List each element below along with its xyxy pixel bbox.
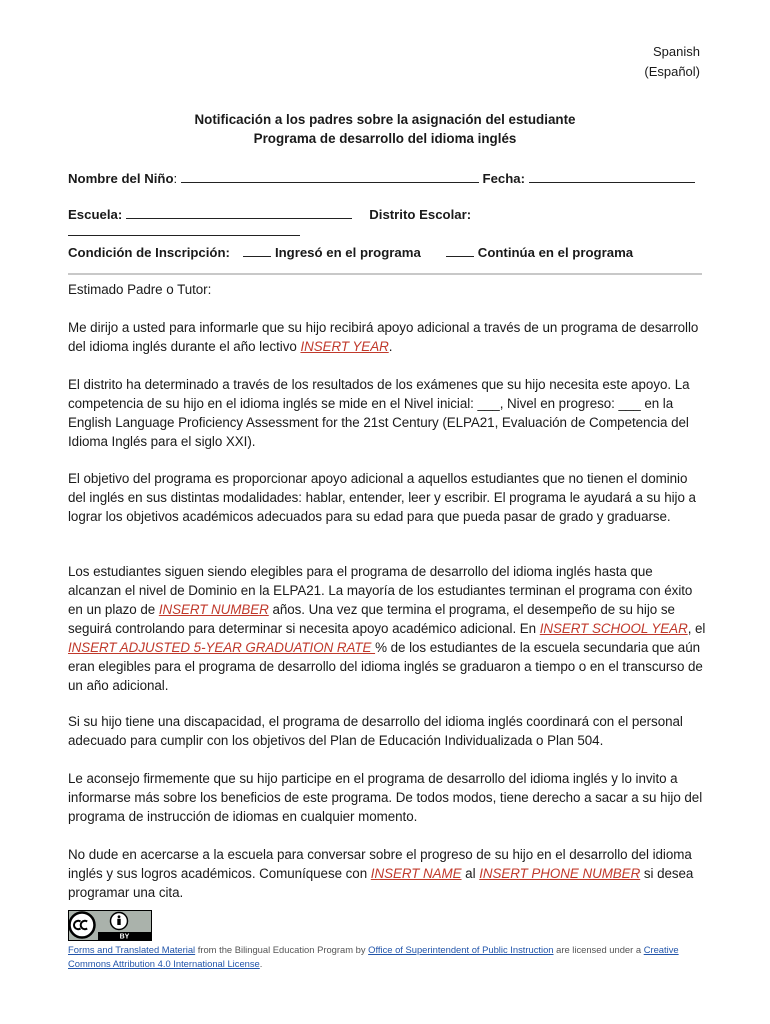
salutation: Estimado Padre o Tutor: (68, 282, 212, 297)
insert-phone-placeholder[interactable]: INSERT PHONE NUMBER (479, 866, 641, 881)
district-field[interactable] (68, 222, 300, 236)
license-footer: Forms and Translated Material from the Bilingual Education Program by Office of Superintendent of Public Instruction are licensed under a Creative Commons Attribution 4.0 International License. (68, 944, 679, 969)
date-field[interactable] (529, 169, 695, 183)
school-row (68, 205, 698, 239)
paragraph-6: Le aconsejo firmemente que su hijo participe en el programa de desarrollo del idioma inglés y lo invito a informarse más sobre los beneficios de este programa. De todos modos, tiene derecho a sacar a su hijo del programa de instrucción de idiomas en cualquier momento. (68, 771, 703, 824)
child-name-label: Nombre del Niño (68, 171, 174, 186)
continues-option-label: Continúa en el programa (477, 245, 634, 260)
document-title: Notificación a los padres sobre la asignación del estudiante (194, 112, 576, 127)
entered-checkbox-blank[interactable] (243, 243, 271, 257)
child-name-row: Nombre del Niño: Fecha: (68, 169, 698, 186)
insert-year-placeholder[interactable]: INSERT YEAR (300, 339, 389, 354)
district-label: Distrito Escolar: (369, 207, 472, 222)
insert-school-year-placeholder[interactable]: INSERT SCHOOL YEAR (539, 621, 688, 636)
cc-by-label: BY (119, 933, 130, 941)
enrollment-label: Condición de Inscripción: (68, 245, 230, 260)
language-label (644, 42, 700, 82)
paragraph-3: El objetivo del programa es proporcionar apoyo adicional a aquellos estudiantes que no tienen el dominio del inglés en sus distintas modalidades: hablar, entender, leer y escribir. El programa le ayudará a su hijo a lograr los objetivos académicos adecuados para su edad para que pueda pasar de grado y graduarse. (68, 471, 696, 524)
creative-commons-by-badge-icon (68, 910, 152, 941)
insert-name-placeholder[interactable]: INSERT NAME (370, 866, 462, 881)
paragraph-5: Si su hijo tiene una discapacidad, el programa de desarrollo del idioma inglés coordinará con el personal adecuado para cumplir con los objetivos del Plan de Educación Individualizada o Plan 504. (68, 714, 683, 748)
creative-commons-license-link[interactable]: Creative Commons Attribution 4.0 International License (68, 944, 679, 969)
language-native: (Español) (644, 64, 700, 79)
continues-checkbox-blank[interactable] (446, 243, 474, 257)
forms-material-link[interactable]: Forms and Translated Material (68, 944, 196, 955)
document-subtitle: Programa de desarrollo del idioma inglés (253, 131, 517, 146)
paragraph-1: Me dirijo a usted para informarle que su hijo recibirá apoyo adicional a través de un programa de desarrollo del idioma inglés durante el año lectivo INSERT YEAR. (68, 320, 699, 354)
section-divider (68, 273, 702, 275)
paragraph-4: Los estudiantes siguen siendo elegibles para el programa de desarrollo del idioma inglés hasta que alcanzan el nivel de Dominio en la ELPA21. La mayoría de los estudiantes terminan el programa con éxito en un plazo de INSERT NUMBER años. Una vez que termina el programa, el desempeño de su hijo se seguirá controlando para determinar si necesita apoyo académico adicional. En INSERT SCHOOL YEAR, el INSERT ADJUSTED 5-YEAR GRADUATION RATE % de los estudiantes de la escuela secundaria que aún eran elegibles para el programa de desarrollo del idioma inglés se graduaron a tiempo o en el transcurso de un año adicional. (68, 564, 706, 693)
insert-number-placeholder[interactable]: INSERT NUMBER (158, 602, 269, 617)
school-field[interactable] (126, 205, 352, 219)
paragraph-2: El distrito ha determinado a través de los resultados de los exámenes que su hijo necesita este apoyo. La competencia de su hijo en el idioma inglés se mide en el Nivel inicial: ___, Nivel en progreso: ___ en la English Language Proficiency Assessment for the 21st Century (ELPA21, Evaluación de Competencia del Idioma Inglés para el siglo XXI). (68, 377, 690, 449)
insert-graduation-rate-placeholder[interactable]: INSERT ADJUSTED 5-YEAR GRADUATION RATE (68, 640, 376, 655)
entered-option-label: Ingresó en el programa (274, 245, 421, 260)
date-label: Fecha: (482, 171, 526, 186)
ospi-link[interactable]: Office of Superintendent of Public Instruction (368, 944, 554, 955)
school-label: Escuela: (68, 207, 123, 222)
enrollment-row (68, 243, 698, 260)
child-name-field[interactable] (181, 169, 479, 183)
paragraph-7: No dude en acercarse a la escuela para conversar sobre el progreso de su hijo en el desarrollo del idioma inglés y sus logros académicos. Comuníquese con INSERT NAME al INSERT PHONE NUMBER si desea programar una cita. (68, 847, 694, 900)
language-english: Spanish (653, 44, 700, 59)
